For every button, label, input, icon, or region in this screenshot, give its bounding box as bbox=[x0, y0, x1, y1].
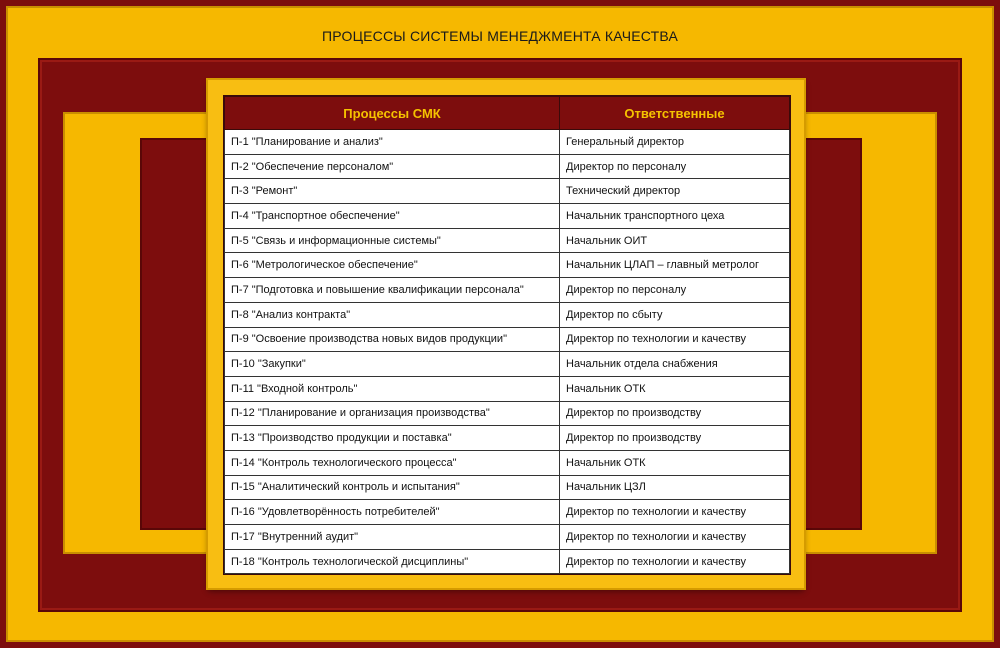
process-cell: П-6 "Метрологическое обеспечение" bbox=[225, 253, 560, 278]
responsible-cell: Директор по производству bbox=[560, 426, 790, 451]
table-row bbox=[225, 327, 790, 352]
process-cell: П-10 "Закупки" bbox=[225, 352, 560, 377]
responsible-cell: Технический директор bbox=[560, 179, 790, 204]
process-cell: П-2 "Обеспечение персоналом" bbox=[225, 154, 560, 179]
responsible-cell: Начальник транспортного цеха bbox=[560, 204, 790, 229]
header-processes: Процессы СМК bbox=[225, 97, 560, 130]
table-row bbox=[225, 278, 790, 303]
table-row bbox=[225, 130, 790, 155]
process-cell: П-14 "Контроль технологического процесса" bbox=[225, 450, 560, 475]
responsible-cell: Начальник ОТК bbox=[560, 376, 790, 401]
responsible-cell: Директор по производству bbox=[560, 401, 790, 426]
responsible-cell: Начальник ОТК bbox=[560, 450, 790, 475]
header-responsible: Ответственные bbox=[560, 97, 790, 130]
table-row bbox=[225, 450, 790, 475]
page-title: ПРОЦЕССЫ СИСТЕМЫ МЕНЕДЖМЕНТА КАЧЕСТВА bbox=[322, 28, 678, 44]
processes-table bbox=[224, 96, 790, 574]
process-cell: П-16 "Удовлетворённость потребителей" bbox=[225, 500, 560, 525]
table-row bbox=[225, 302, 790, 327]
responsible-cell: Начальник отдела снабжения bbox=[560, 352, 790, 377]
table-row bbox=[225, 525, 790, 550]
responsible-cell: Директор по технологии и качеству bbox=[560, 525, 790, 550]
process-cell: П-1 "Планирование и анализ" bbox=[225, 130, 560, 155]
table-row bbox=[225, 204, 790, 229]
table-body bbox=[225, 130, 790, 574]
responsible-cell: Директор по технологии и качеству bbox=[560, 327, 790, 352]
process-cell: П-11 "Входной контроль" bbox=[225, 376, 560, 401]
process-cell: П-3 "Ремонт" bbox=[225, 179, 560, 204]
table-header-row bbox=[225, 97, 790, 130]
responsible-cell: Начальник ЦЗЛ bbox=[560, 475, 790, 500]
table-row bbox=[225, 253, 790, 278]
table-row bbox=[225, 401, 790, 426]
process-cell: П-17 "Внутренний аудит" bbox=[225, 525, 560, 550]
process-cell: П-8 "Анализ контракта" bbox=[225, 302, 560, 327]
table-row bbox=[225, 475, 790, 500]
table-row bbox=[225, 500, 790, 525]
table-row bbox=[225, 426, 790, 451]
table-row bbox=[225, 549, 790, 574]
responsible-cell: Директор по сбыту bbox=[560, 302, 790, 327]
process-cell: П-7 "Подготовка и повышение квалификации персонала" bbox=[225, 278, 560, 303]
process-cell: П-13 "Производство продукции и поставка" bbox=[225, 426, 560, 451]
responsible-cell: Директор по персоналу bbox=[560, 278, 790, 303]
table-row bbox=[225, 352, 790, 377]
table-row bbox=[225, 376, 790, 401]
table-row bbox=[225, 228, 790, 253]
responsible-cell: Начальник ЦЛАП – главный метролог bbox=[560, 253, 790, 278]
process-cell: П-9 "Освоение производства новых видов продукции" bbox=[225, 327, 560, 352]
table-row bbox=[225, 179, 790, 204]
process-cell: П-15 "Аналитический контроль и испытания" bbox=[225, 475, 560, 500]
process-cell: П-12 "Планирование и организация производства" bbox=[225, 401, 560, 426]
responsible-cell: Директор по технологии и качеству bbox=[560, 500, 790, 525]
table-row bbox=[225, 154, 790, 179]
responsible-cell: Директор по персоналу bbox=[560, 154, 790, 179]
responsible-cell: Генеральный директор bbox=[560, 130, 790, 155]
process-cell: П-18 "Контроль технологической дисциплины" bbox=[225, 549, 560, 574]
responsible-cell: Директор по технологии и качеству bbox=[560, 549, 790, 574]
responsible-cell: Начальник ОИТ bbox=[560, 228, 790, 253]
process-cell: П-5 "Связь и информационные системы" bbox=[225, 228, 560, 253]
process-cell: П-4 "Транспортное обеспечение" bbox=[225, 204, 560, 229]
